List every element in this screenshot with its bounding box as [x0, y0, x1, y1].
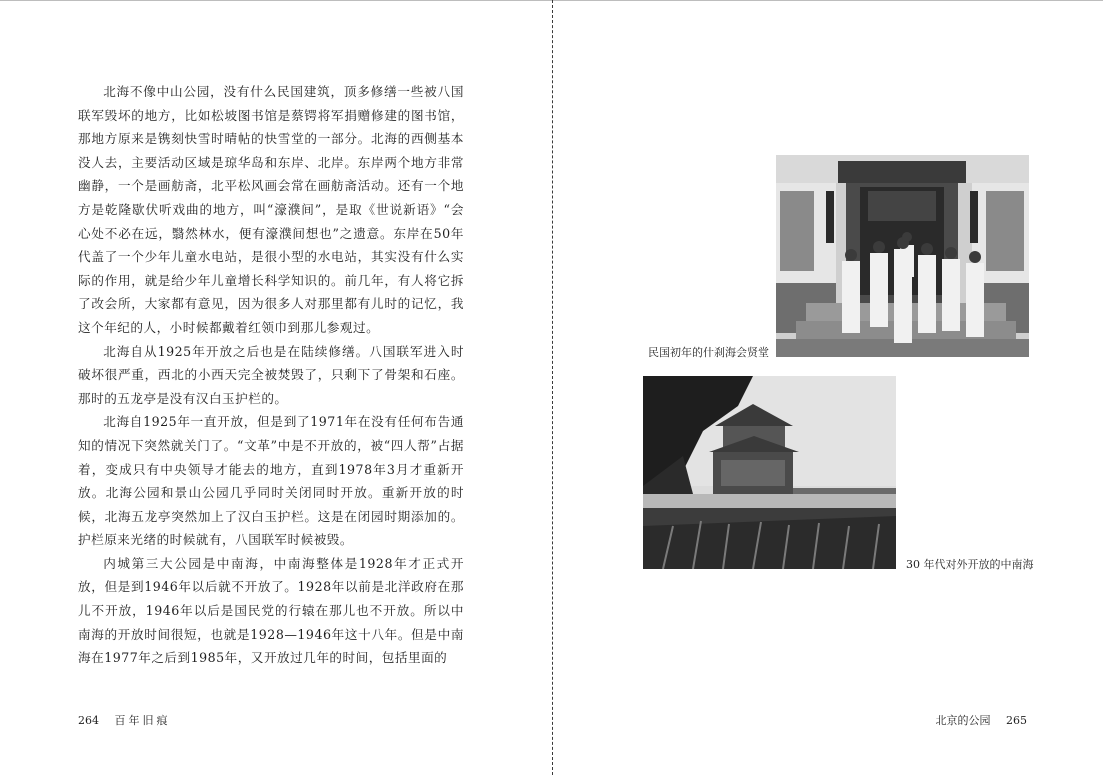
left-footer [78, 712, 171, 728]
paragraph-2: 北海自从1925年开放之后也是在陆续修缮。八国联军进入时破坏很严重，西北的小西天完全被焚毁了，只剩下了骨架和石座。那时的五龙亭是没有汉白玉护栏的。 [78, 343, 464, 406]
photo-huixiantang [776, 155, 1029, 357]
right-page-number: 265 [1006, 714, 1027, 727]
right-running-title: 北京的公园 [935, 714, 991, 727]
right-footer [936, 712, 1028, 728]
page-gutter-divider [552, 0, 553, 775]
right-page [554, 0, 1103, 775]
photo-zhongnanhai [643, 376, 896, 569]
body-text [78, 80, 464, 670]
paragraph-3: 北海自1925年一直开放，但是到了1971年在没有任何布告通知的情况下突然就关门了。“文革”中是不开放的，被“四人帮”占据着，变成只有中央领导才能去的地方，直到1978年3月才重新开放。北海公园和景山公园几乎同时关闭同时开放。重新开放的时候，北海五龙亭突然加上了汉白玉护栏。这是在闭园时期添加的。护栏原来光绪的时候就有，八国联军时候被毁。 [78, 414, 464, 548]
photo-2-caption: 30 年代对外开放的中南海 [906, 558, 1034, 571]
photo-1-caption: 民国初年的什刹海会贤堂 [648, 346, 769, 359]
scan-artifact [347, 768, 403, 775]
left-running-title: 百年旧痕 [114, 714, 171, 727]
left-page-number: 264 [78, 714, 99, 727]
paragraph-1: 北海不像中山公园，没有什么民国建筑，顶多修缮一些被八国联军毁坏的地方，比如松坡图书馆是蔡锷将军捐赠修建的图书馆，那地方原来是镌刻快雪时晴帖的快雪堂的一部分。北海的西侧基本没人去，主要活动区域是琼华岛和东岸、北岸。东岸两个地方非常幽静，一个是画舫斋，北平松风画会常在画舫斋活动。还有一个地方是乾隆歇伏听戏曲的地方，叫“濠濮间”，是取《世说新语》“会心处不必在远，翳然林水，便有濠濮间想也”之遗意。东岸在50年代盖了一个少年儿童水电站，是很小型的水电站，其实没有什么实际的作用，就是给少年儿童增长科学知识的。前几年，有人将它拆了改会所，大家都有意见，因为很多人对那里都有儿时的记忆，我这个年纪的人，小时候都戴着红领巾到那儿参观过。 [78, 84, 464, 335]
paragraph-4: 内城第三大公园是中南海，中南海整体是1928年才正式开放，但是到1946年以后就不开放了。1928年以前是北洋政府在那儿不开放，1946年以后是国民党的行辕在那儿也不开放。所以中南海的开放时间很短，也就是1928—1946年这十八年。但是中南海在1977年之后到1985年，又开放过几年的时间，包括里面的 [78, 555, 464, 666]
